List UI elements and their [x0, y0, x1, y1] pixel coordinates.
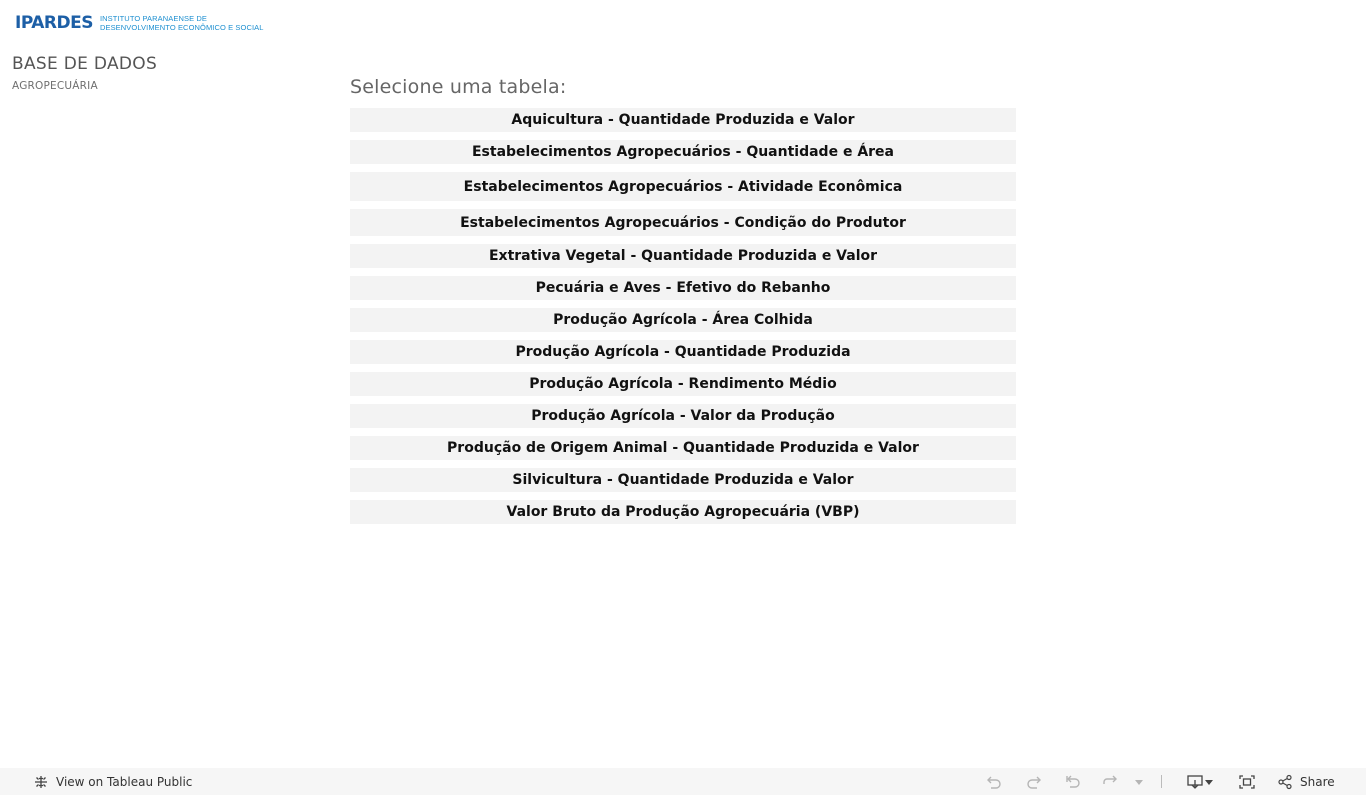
select-table-prompt: Selecione uma tabela:	[350, 76, 567, 98]
ipardes-logo	[15, 12, 264, 34]
logo-mark: IPARDES	[15, 12, 93, 33]
toolbar-divider	[1161, 775, 1162, 788]
table-button[interactable]: Produção Agrícola - Área Colhida	[350, 308, 1016, 332]
table-button[interactable]: Silvicultura - Quantidade Produzida e Valor	[350, 468, 1016, 492]
share-label: Share	[1300, 774, 1335, 789]
table-button[interactable]: Produção Agrícola - Quantidade Produzida	[350, 340, 1016, 364]
table-button[interactable]: Estabelecimentos Agropecuários - Condição do Produtor	[350, 209, 1016, 236]
download-button[interactable]	[1186, 768, 1214, 795]
refresh-dropdown[interactable]	[1130, 768, 1148, 795]
tableau-toolbar	[0, 768, 1366, 795]
download-icon	[1186, 773, 1204, 791]
view-on-tableau-public-link[interactable]	[32, 768, 192, 795]
logo-subtitle	[100, 14, 264, 32]
logo-line-2: DESENVOLVIMENTO ECONÔMICO E SOCIAL	[99, 23, 264, 32]
share-icon	[1276, 773, 1294, 791]
logo-line-1: INSTITUTO PARANAENSE DE	[99, 14, 207, 23]
view-on-tableau-public-label: View on Tableau Public	[56, 774, 193, 789]
table-button[interactable]: Pecuária e Aves - Efetivo do Rebanho	[350, 276, 1016, 300]
table-button[interactable]: Estabelecimentos Agropecuários - Atividade Econômica	[350, 172, 1016, 201]
table-button[interactable]: Produção de Origem Animal - Quantidade Produzida e Valor	[350, 436, 1016, 460]
share-button[interactable]	[1276, 768, 1335, 795]
revert-icon	[1064, 773, 1082, 791]
redo-icon	[1025, 773, 1043, 791]
redo-button[interactable]	[1025, 768, 1043, 795]
undo-button[interactable]	[985, 768, 1003, 795]
page-subtitle: AGROPECUÁRIA	[12, 80, 98, 92]
fullscreen-button[interactable]	[1238, 768, 1256, 795]
refresh-icon	[1101, 773, 1119, 791]
undo-icon	[985, 773, 1003, 791]
chevron-down-icon	[1204, 773, 1214, 791]
table-button[interactable]: Produção Agrícola - Valor da Produção	[350, 404, 1016, 428]
table-button[interactable]: Produção Agrícola - Rendimento Médio	[350, 372, 1016, 396]
refresh-button[interactable]	[1101, 768, 1119, 795]
chevron-down-icon	[1130, 773, 1148, 791]
page-title: BASE DE DADOS	[12, 54, 158, 74]
fullscreen-icon	[1238, 773, 1256, 791]
revert-button[interactable]	[1064, 768, 1082, 795]
table-button[interactable]: Valor Bruto da Produção Agropecuária (VBP)	[350, 500, 1016, 524]
table-button[interactable]: Aquicultura - Quantidade Produzida e Valor	[350, 108, 1016, 132]
table-button[interactable]: Estabelecimentos Agropecuários - Quantidade e Área	[350, 140, 1016, 164]
table-button[interactable]: Extrativa Vegetal - Quantidade Produzida e Valor	[350, 244, 1016, 268]
tableau-icon	[32, 773, 50, 791]
